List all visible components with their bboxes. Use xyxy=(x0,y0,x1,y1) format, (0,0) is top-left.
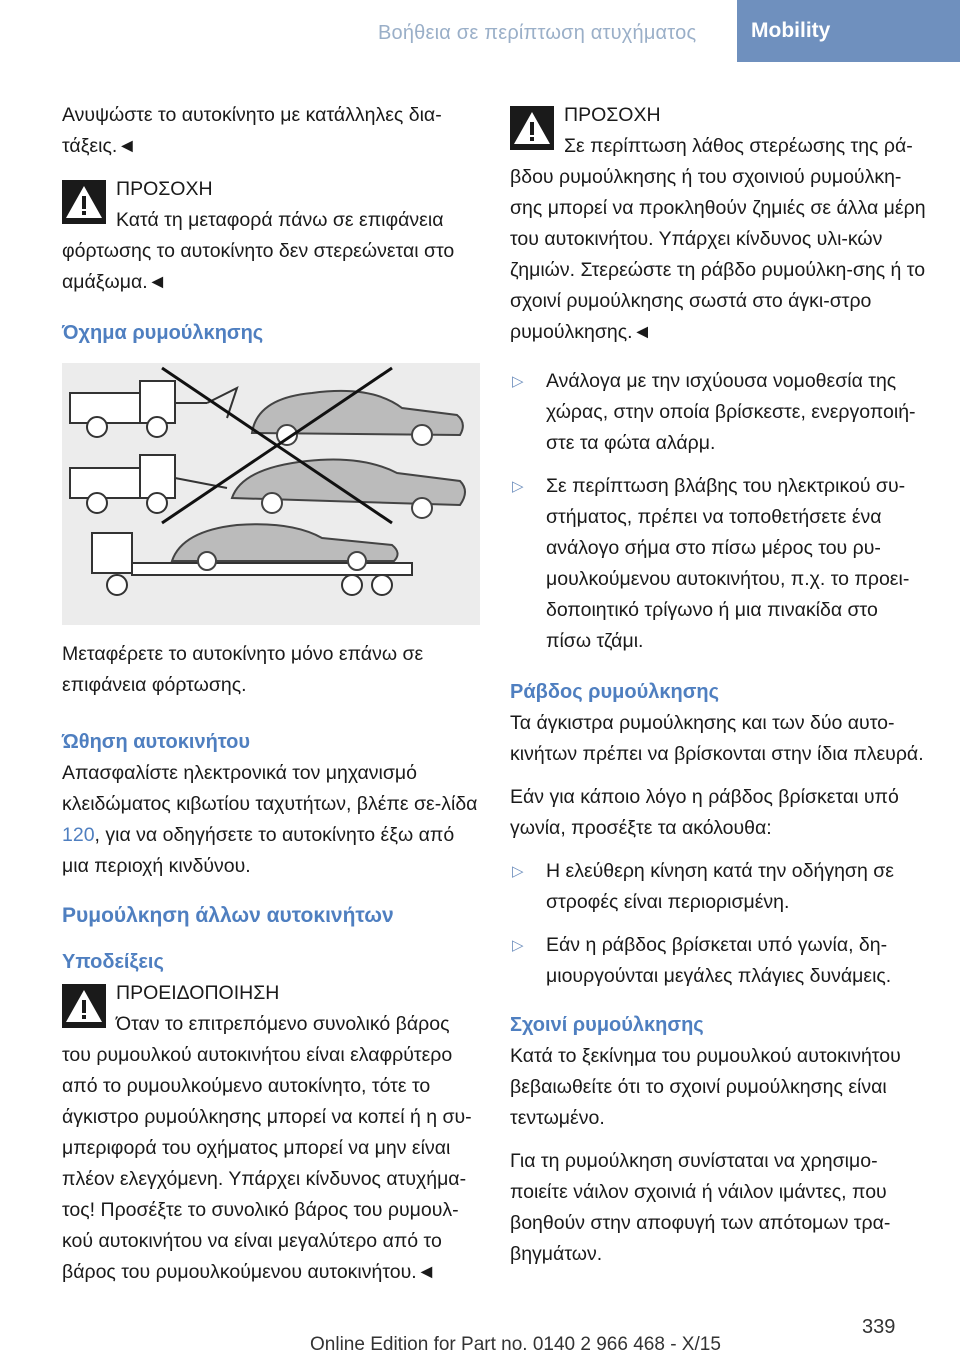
figure-caption: Μεταφέρετε το αυτοκίνητο μόνο επάνω σε επιφάνεια φόρτωσης. xyxy=(62,643,424,696)
heading-push-vehicle: Ώθηση αυτοκινήτου xyxy=(62,731,251,753)
tow-truck-hook-icon xyxy=(70,381,237,437)
page-number: 339 xyxy=(862,1316,896,1338)
section-title: Βοήθεια σε περίπτωση ατυχήματος xyxy=(378,22,697,44)
warning-text-first: Όταν το επιτρεπόμενο συνολικό βάρος xyxy=(116,1013,450,1035)
paragraph: Ανυψώστε το αυτοκίνητο με κατάλληλες δια-τάξεις.◄ xyxy=(62,104,442,157)
paragraph: Κατά το ξεκίνημα του ρυμουλκού αυτοκινήτου βεβαιωθείτε ότι το σχοινί ρυμούλκησης είναι τεντωμένο. xyxy=(510,1045,901,1129)
caution-block xyxy=(510,100,928,348)
bullet-triangle-icon: ▷ xyxy=(512,478,524,495)
list-item xyxy=(510,471,928,657)
bullet-triangle-icon: ▷ xyxy=(512,373,524,390)
tow-trucks-illustration xyxy=(62,363,480,625)
caution-text: βδου ρυμούλκησης ή του σχοινιού ρυμούλκη-σης μπορεί να προκληθούν ζημιές σε άλλα μέρη του αυτοκινήτου. Υπάρχει κίνδυνος υλι-κών ζημιών. Στερεώστε τη ράβδο ρυμούλκη-σης ή το σχοινί ρυμούλκησης σωστά στο άγκι-στρο ρυμούλκησης.◄ xyxy=(510,166,926,343)
warning-triangle-icon xyxy=(62,180,106,224)
bullet-list xyxy=(510,856,928,992)
list-item xyxy=(510,856,928,918)
warning-triangle-icon xyxy=(510,106,554,150)
heading-towing-other-vehicles: Ρυμούλκηση άλλων αυτοκινήτων xyxy=(62,904,394,927)
page-reference-link[interactable]: 120 xyxy=(62,824,95,846)
lifted-car-icon xyxy=(232,460,465,519)
warning-triangle-icon xyxy=(62,984,106,1028)
paragraph: Εάν για κάποιο λόγο η ράβδος βρίσκεται υπό γωνία, προσέξτε τα ακόλουθα: xyxy=(510,786,899,839)
caution-block xyxy=(62,174,480,298)
paragraph: Τα άγκιστρα ρυμούλκησης και των δύο αυτο-κινήτων πρέπει να βρίσκονται στην ίδια πλευρά. xyxy=(510,712,924,765)
footer-edition: Online Edition for Part no. 0140 2 966 468 - X/15 xyxy=(310,1334,721,1355)
warning-text: του ρυμουλκού αυτοκινήτου είναι ελαφρύτερο από το ρυμουλκούμενο αυτοκίνητο, τότε το άγκιστρο ρυμούλκησης μπορεί να κοπεί ή η συ-μπεριφορά του οχήματος μπορεί να μην είναι πλέον ελεγχόμενη. Υπάρχει κίνδυνος ατυχήμα-τος! Προσέξτε το συνολικό βάρος του ρυμουλ-κού αυτοκινήτου να είναι μεγαλύτερο από το βάρος του ρυμουλκούμενου αυτοκινήτου.◄ xyxy=(62,1044,472,1283)
push-text: Απασφαλίστε ηλεκτρονικά τον μηχανισμό κλειδώματος κιβωτίου ταχυτήτων, βλέπε σε-λίδα xyxy=(62,762,478,815)
list-item-text: Η ελεύθερη κίνηση κατά την οδήγηση σε στροφές είναι περιορισμένη. xyxy=(546,860,894,913)
list-item xyxy=(510,366,928,459)
list-item-text: Σε περίπτωση βλάβης του ηλεκτρικού συ-στήματος, πρέπει να τοποθετήσετε ένα ανάλογο σήμα στο πίσω μέρος του ρυ-μουλκούμενου αυτοκινήτου, π.χ. το προει-δοποιητικό τρίγωνο ή μια πινακίδα στο πίσω τζάμι. xyxy=(546,475,910,652)
heading-tow-bar: Ράβδος ρυμούλκησης xyxy=(510,681,720,703)
list-item xyxy=(510,930,928,992)
left-column xyxy=(62,100,480,1300)
caution-text-first: Κατά τη μεταφορά πάνω σε επιφάνεια xyxy=(116,209,444,231)
towed-car-icon xyxy=(252,391,463,445)
caution-text: φόρτωσης το αυτοκίνητο δεν στερεώνεται στο αμάξωμα.◄ xyxy=(62,240,455,293)
caution-heading: ΠΡΟΣΟΧΗ xyxy=(564,104,661,126)
heading-notes: Υποδείξεις xyxy=(62,951,164,973)
heading-tow-vehicle: Όχημα ρυμούλκησης xyxy=(62,322,264,344)
page-header xyxy=(0,0,960,62)
list-item-text: Εάν η ράβδος βρίσκεται υπό γωνία, δη-μιουργούνται μεγάλες πλάγιες δυνάμεις. xyxy=(546,934,892,987)
heading-tow-rope: Σχοινί ρυμούλκησης xyxy=(510,1014,704,1036)
paragraph: Για τη ρυμούλκηση συνίσταται να χρησιμο-ποιείτε νάιλον σχοινιά ή νάιλον ιμάντες, που βοηθούν στην αποφυγή των απότομων τρα-βηγμάτων. xyxy=(510,1150,891,1265)
list-item-text: Ανάλογα με την ισχύουσα νομοθεσία της χώρας, στην οποία βρίσκεστε, ενεργοποιή-στε τα φώτα αλάρμ. xyxy=(546,370,916,454)
right-column xyxy=(510,100,928,1282)
push-text-end: , για να οδηγήσετε το αυτοκίνητο έξω από μια περιοχή κινδύνου. xyxy=(62,824,455,877)
warning-heading: ΠΡΟΕΙΔΟΠΟΙΗΣΗ xyxy=(116,982,280,1004)
tow-truck-lift-icon xyxy=(70,455,227,513)
bullet-list xyxy=(510,366,928,657)
chapter-tab: Mobility xyxy=(737,0,960,62)
bullet-triangle-icon: ▷ xyxy=(512,937,524,954)
caution-text-first: Σε περίπτωση λάθος στερέωσης της ρά- xyxy=(564,135,913,157)
caution-heading: ΠΡΟΣΟΧΗ xyxy=(116,178,213,200)
push-paragraph xyxy=(62,758,480,882)
warning-block xyxy=(62,978,480,1288)
bullet-triangle-icon: ▷ xyxy=(512,863,524,880)
tow-vehicle-figure xyxy=(62,363,480,625)
